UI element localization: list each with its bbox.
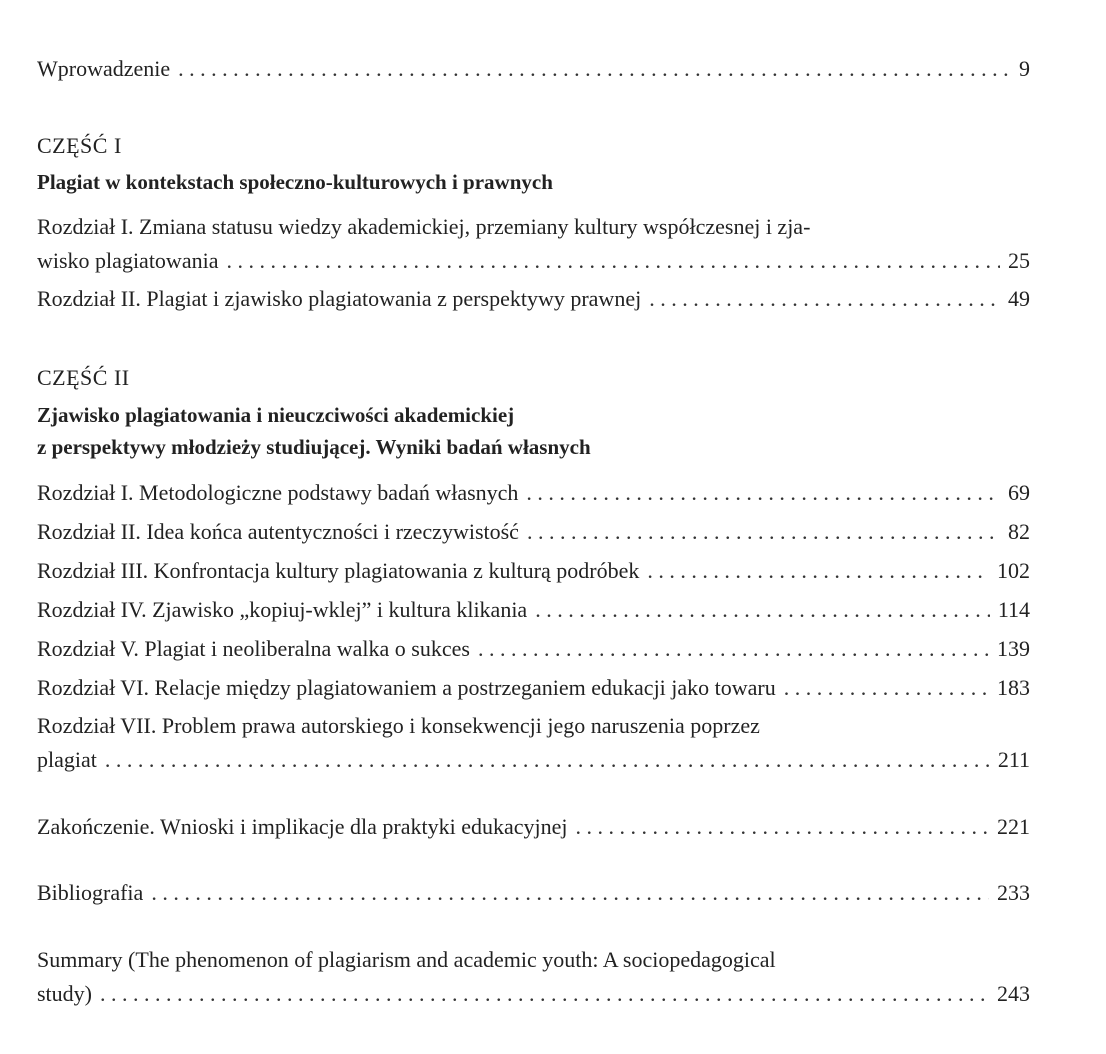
- toc-entry-title: Rozdział VII. Problem prawa autorskiego i konsekwencji jego naruszenia poprzez: [37, 713, 760, 738]
- dot-leader: [527, 515, 1000, 549]
- toc-page-number: 114: [997, 597, 1030, 622]
- toc-entry-title-line: [37, 709, 1030, 743]
- dot-leader: [647, 554, 989, 588]
- dot-leader: [526, 476, 1000, 510]
- toc-entry-title: Wprowadzenie: [37, 56, 171, 81]
- toc-page-number: 49: [1008, 286, 1030, 311]
- dot-leader: [151, 876, 989, 910]
- toc-entry-title: Rozdział I. Zmiana statusu wiedzy akademickiej, przemiany kultury współczesnej i zja-: [37, 214, 811, 239]
- part-title: Zjawisko plagiatowania i nieuczciwości akademickiej: [37, 403, 515, 427]
- dot-leader: [575, 810, 989, 844]
- toc-page-number: 25: [1008, 248, 1030, 273]
- toc-entry-title-line: [37, 943, 1030, 977]
- part-title: z perspektywy młodzieży studiującej. Wyniki badań własnych: [37, 435, 591, 459]
- dot-leader: [535, 593, 990, 627]
- toc-entry-title: Rozdział IV. Zjawisko „kopiuj-wklej” i kultura klikania: [37, 597, 528, 622]
- toc-entry: [37, 671, 1030, 705]
- dot-leader: [100, 977, 989, 1011]
- toc-entry-title: Rozdział I. Metodologiczne podstawy badań własnych: [37, 480, 519, 505]
- toc-page-number: 233: [997, 880, 1030, 905]
- toc-entry-title: Rozdział II. Plagiat i zjawisko plagiatowania z perspektywy prawnej: [37, 286, 642, 311]
- toc-entry: [37, 554, 1030, 588]
- toc-entry-summary: [37, 943, 1030, 1011]
- toc-entry-title: plagiat: [37, 747, 97, 772]
- part-label: CZĘŚĆ II: [37, 365, 130, 390]
- dot-leader: [178, 52, 1011, 86]
- toc-page-number: 82: [1008, 519, 1030, 544]
- toc-entry-title: wisko plagiatowania: [37, 248, 219, 273]
- toc-page-number: 102: [997, 558, 1030, 583]
- toc-entry-title-line: [37, 210, 1030, 244]
- toc-page-number: 211: [997, 747, 1030, 772]
- toc-entry: [37, 210, 1030, 278]
- part-title: Plagiat w kontekstach społeczno-kulturowych i prawnych: [37, 170, 553, 194]
- toc-entry-title: Rozdział II. Idea końca autentyczności i rzeczywistość: [37, 519, 519, 544]
- toc-entry: [37, 593, 1030, 627]
- dot-leader: [478, 632, 989, 666]
- toc-entry-conclusion: [37, 810, 1030, 844]
- toc-entry-title: Rozdział VI. Relacje między plagiatowaniem a postrzeganiem edukacji jako towaru: [37, 675, 776, 700]
- toc-entry-title: Rozdział III. Konfrontacja kultury plagiatowania z kulturą podróbek: [37, 558, 640, 583]
- part-label: CZĘŚĆ I: [37, 133, 122, 158]
- toc-entry: [37, 476, 1030, 510]
- toc-entry-title: Bibliografia: [37, 880, 144, 905]
- toc-page-number: 69: [1008, 480, 1030, 505]
- toc-entry-bibliography: [37, 876, 1030, 910]
- toc-entry-introduction: [37, 52, 1030, 86]
- toc-entry: [37, 282, 1030, 316]
- toc-page-number: 221: [997, 814, 1030, 839]
- toc-page-number: 243: [997, 981, 1030, 1006]
- dot-leader: [784, 671, 989, 705]
- toc-entry: [37, 515, 1030, 549]
- toc-page-number: 183: [997, 675, 1030, 700]
- toc-page-number: 139: [997, 636, 1030, 661]
- toc-page-number: 9: [1019, 56, 1030, 81]
- dot-leader: [105, 743, 990, 777]
- dot-leader: [226, 244, 1000, 278]
- dot-leader: [649, 282, 1000, 316]
- toc-entry: [37, 709, 1030, 777]
- toc-entry-title: study): [37, 981, 92, 1006]
- toc-entry-title: Rozdział V. Plagiat i neoliberalna walka o sukces: [37, 636, 470, 661]
- toc-entry-title: Summary (The phenomenon of plagiarism and academic youth: A sociopedagogical: [37, 947, 776, 972]
- toc-entry-title: Zakończenie. Wnioski i implikacje dla praktyki edukacyjnej: [37, 814, 568, 839]
- toc-entry: [37, 632, 1030, 666]
